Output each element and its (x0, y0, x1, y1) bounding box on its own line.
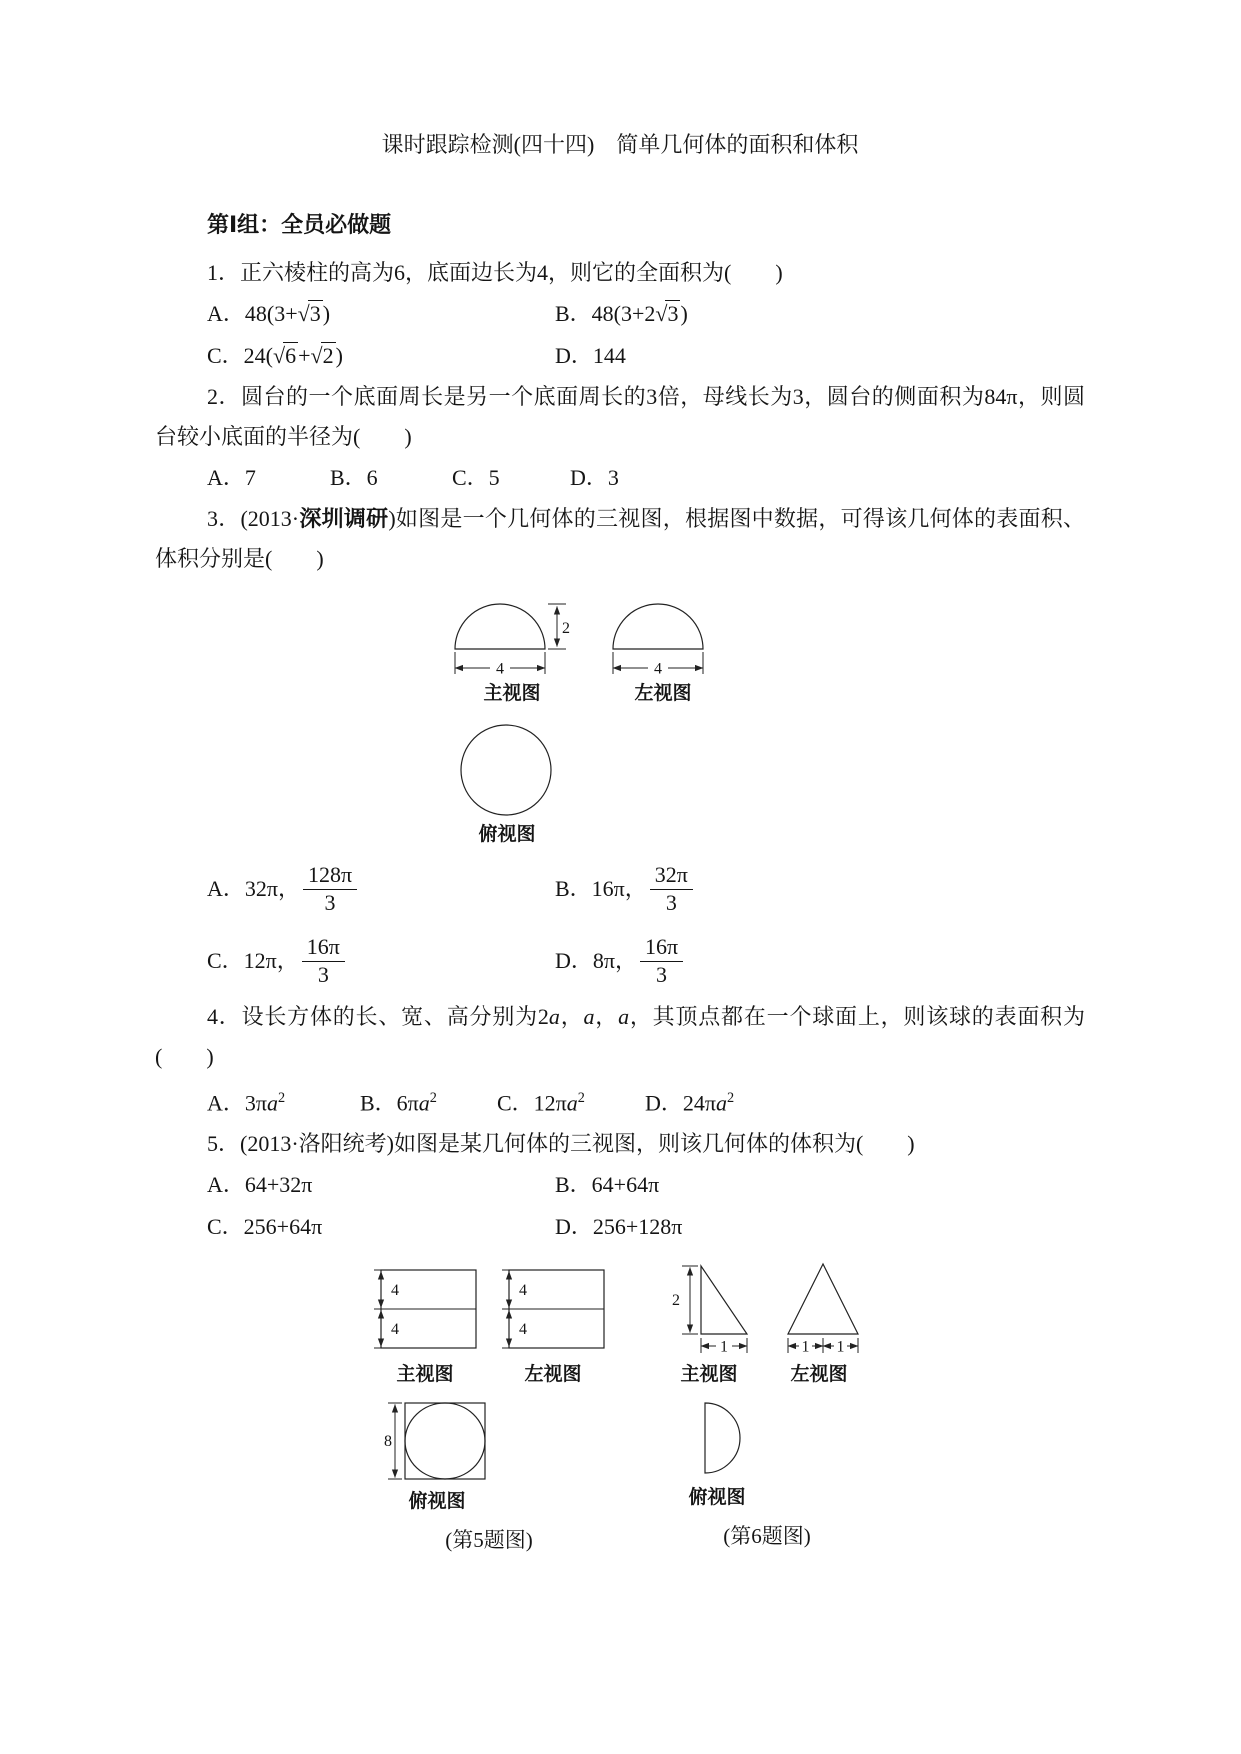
q2-options-row (207, 457, 1085, 499)
q2-option-c: C．5 (452, 465, 500, 490)
q1-option-b-pre: B．48(3+2√ (555, 301, 668, 326)
q3-option-a-pre: A．32π， (207, 875, 300, 901)
fraction-numerator: 16π (640, 934, 683, 961)
q3-option-a-fraction (303, 862, 357, 916)
fig5-top-view-block (381, 1397, 493, 1514)
fig6-top-row (671, 1397, 871, 1510)
fig5-side-dim-bottom-value: 4 (519, 1321, 527, 1339)
q3-stem-post: )如图是一个几何体的三视图，根据图中数据，可得该几何体的表面积、体积分别是( ) (155, 506, 1085, 571)
q3-option-c-pre: C．12π， (207, 947, 299, 973)
fig3-side-view-label: 左视图 (634, 683, 692, 704)
fig5-top-dim-value: 8 (384, 1433, 392, 1451)
q3-option-b (555, 853, 1085, 925)
q2-option-a: A．7 (207, 465, 256, 490)
q5-option-c: C．256+64π (207, 1214, 323, 1240)
fig5-top-view-drawing (381, 1397, 493, 1487)
fig6-front-height-value: 2 (672, 1292, 680, 1310)
fig3-front-height-dimension (548, 604, 570, 649)
fig5-top-row (381, 1397, 611, 1514)
fig3-front-view-label: 主视图 (483, 683, 541, 704)
fig5-front-dim-top-value: 4 (391, 1282, 399, 1300)
q3-option-d-fraction (640, 934, 683, 988)
q4-option-d-pre: D．24π (645, 1090, 716, 1116)
fig3-front-view-drawing (445, 589, 579, 679)
q4-stem-part: ， (559, 1004, 584, 1029)
q2-option-d: D．3 (570, 465, 619, 490)
fig6-side-base-right-value: 1 (836, 1338, 845, 1356)
question-1-stem: 1．正六棱柱的高为6，底面边长为4，则它的全面积为( ) (207, 260, 783, 285)
fig6-front-view-label: 主视图 (680, 1364, 738, 1386)
q4-stem-part: ， (594, 1004, 619, 1029)
fig3-side-view-drawing (607, 589, 719, 679)
q4-option-a-exponent: 2 (278, 1090, 286, 1106)
q3-option-d-pre: D．8π， (555, 947, 637, 973)
q1-option-c-radicand-2: 2 (322, 343, 334, 368)
q3-options-row-1 (207, 853, 1085, 925)
fraction-denominator: 3 (324, 889, 336, 915)
inscribed-circle-shape (405, 1403, 485, 1479)
q4-option-d-exponent: 2 (727, 1090, 735, 1106)
q3-stem-source: 深圳调研 (299, 506, 389, 531)
q4-option-b (360, 1077, 497, 1124)
q3-option-a (207, 853, 555, 925)
question-5-figure (367, 1258, 611, 1554)
q3-option-b-pre: B．16π， (555, 875, 647, 901)
q1-option-a (207, 293, 555, 335)
q1-options-row-1 (207, 293, 1085, 335)
q4-option-d (645, 1077, 1085, 1124)
q1-option-d: D．144 (555, 343, 626, 368)
q1-option-c-mid: +√ (298, 343, 323, 368)
q4-options-row (207, 1077, 1085, 1124)
fig6-front-side-row (663, 1258, 871, 1387)
q2-option-b: B．6 (330, 465, 378, 490)
fig5-front-view-drawing (367, 1258, 483, 1360)
question-3-stem (155, 499, 1085, 579)
fig6-side-base-dimensions (788, 1338, 858, 1356)
fig3-front-side-row (445, 589, 1085, 706)
fraction-numerator: 16π (302, 934, 345, 961)
fig5-front-side-row (367, 1258, 611, 1387)
fig5-front-view-label: 主视图 (396, 1364, 454, 1386)
semicircle-shape (455, 604, 545, 649)
fig3-top-view-drawing (451, 722, 563, 820)
q1-option-c-pre: C．24(√ (207, 343, 286, 368)
fig6-front-view-block (663, 1258, 755, 1387)
fig5-side-view-label: 左视图 (524, 1364, 582, 1386)
q4-option-d-var: a (716, 1090, 727, 1116)
fraction-numerator: 128π (303, 862, 357, 889)
fig3-top-view-block (451, 722, 563, 847)
fig5-side-dim-top-value: 4 (519, 1282, 527, 1300)
q5-option-a: A．64+32π (207, 1172, 313, 1198)
q3-stem-pre: 3．(2013· (207, 506, 300, 531)
fig6-top-view-drawing (671, 1397, 763, 1483)
fig6-side-view-drawing (767, 1258, 871, 1360)
fig3-side-view-block (607, 589, 719, 706)
fig6-front-base-dimension (701, 1338, 747, 1356)
fig6-side-base-left-value: 1 (801, 1338, 810, 1356)
q1-option-c (207, 335, 555, 377)
question-2-stem: 2．圆台的一个底面周长是另一个底面周长的3倍，母线长为3，圆台的侧面积为84π，则圆台较小底面的半径为( ) (155, 384, 1085, 449)
q4-variable: a (548, 1004, 560, 1029)
q4-option-c-pre: C．12π (497, 1090, 567, 1116)
q4-option-b-exponent: 2 (429, 1090, 437, 1106)
q3-option-c (207, 925, 555, 997)
question-6-figure (663, 1258, 871, 1554)
fig5-front-view-block (367, 1258, 483, 1387)
fraction-denominator: 3 (317, 961, 329, 987)
fig5-top-view-label: 俯视图 (408, 1491, 466, 1513)
q5-options-row-2 (207, 1206, 1085, 1248)
fig6-top-view-label: 俯视图 (688, 1487, 746, 1509)
half-disc-shape (705, 1403, 740, 1473)
q1-option-a-pre: A．48(3+√ (207, 301, 310, 326)
q1-option-b-radicand: 3 (667, 301, 679, 326)
fig5-caption: (第5题图) (445, 1528, 533, 1553)
isosceles-triangle-shape (788, 1264, 858, 1334)
q4-option-b-var: a (418, 1090, 430, 1116)
fig5-side-view-block (495, 1258, 611, 1387)
q1-option-c-radicand-1: 6 (285, 343, 297, 368)
fig6-front-height-dimension (672, 1266, 698, 1334)
fig6-side-view-block (767, 1258, 871, 1387)
q4-stem-part: 4．设长方体的长、宽、高分别为2 (207, 1004, 549, 1029)
question-5-stem: 5．(2013·洛阳统考)如图是某几何体的三视图，则该几何体的体积为( ) (207, 1131, 915, 1157)
q4-stem-part: ，其顶点都在一个球面上，则该球的表面积为( ) (155, 1004, 1085, 1069)
right-triangle-shape (701, 1266, 747, 1334)
q1-option-a-radicand: 3 (309, 301, 321, 326)
fig5-front-dim-bottom-value: 4 (391, 1321, 399, 1339)
fig3-front-width-value: 4 (496, 660, 504, 678)
fig3-top-row (451, 722, 1085, 847)
q4-option-a-var: a (267, 1090, 278, 1116)
q1-option-a-post: ) (322, 301, 331, 326)
q3-option-d (555, 925, 1085, 997)
semicircle-shape (613, 604, 703, 649)
fig3-front-width-dimension (455, 652, 545, 678)
q4-option-c-var: a (566, 1090, 578, 1116)
q5-option-d: D．256+128π (555, 1214, 683, 1240)
fig6-front-base-value: 1 (720, 1338, 728, 1356)
page-title: 课时跟踪检测(四十四) 简单几何体的面积和体积 (381, 132, 859, 157)
q3-options-row-2 (207, 925, 1085, 997)
q4-option-a-pre: A．3π (207, 1090, 267, 1116)
q1-option-b (555, 293, 1085, 335)
fig3-front-view-block (445, 589, 579, 706)
q4-option-a (207, 1077, 360, 1124)
q4-option-c (497, 1077, 645, 1124)
fraction-denominator: 3 (656, 961, 668, 987)
fig5-side-view-drawing (495, 1258, 611, 1360)
fig6-caption: (第6题图) (723, 1524, 811, 1549)
q4-option-c-exponent: 2 (577, 1090, 585, 1106)
fig3-front-height-value: 2 (562, 620, 570, 637)
fig3-side-width-dimension (613, 652, 703, 678)
question-4-stem (155, 997, 1085, 1077)
fig6-front-view-drawing (663, 1258, 755, 1360)
q3-option-b-fraction (650, 862, 693, 916)
fig3-top-view-label: 俯视图 (478, 824, 536, 845)
fraction-numerator: 32π (650, 862, 693, 889)
q1-option-c-post: ) (335, 343, 343, 368)
q5-options-row-1 (207, 1164, 1085, 1206)
question-3-figure (445, 589, 1085, 847)
bottom-figures (367, 1258, 1085, 1554)
q1-option-b-post: ) (680, 301, 688, 326)
q4-option-b-pre: B．6π (360, 1090, 419, 1116)
fig3-side-width-value: 4 (654, 660, 662, 678)
q5-option-b: B．64+64π (555, 1172, 660, 1198)
fraction-denominator: 3 (665, 889, 677, 915)
fig6-side-view-label: 左视图 (790, 1364, 848, 1386)
fig6-top-view-block (671, 1397, 763, 1510)
q4-variable: a (583, 1004, 595, 1029)
circle-shape (461, 725, 551, 815)
q1-options-row-2 (207, 335, 1085, 377)
section-heading: 第Ⅰ组：全员必做题 (207, 212, 392, 237)
q4-variable: a (618, 1004, 630, 1029)
fig5-top-dimension (384, 1403, 402, 1479)
q3-option-c-fraction (302, 934, 345, 988)
